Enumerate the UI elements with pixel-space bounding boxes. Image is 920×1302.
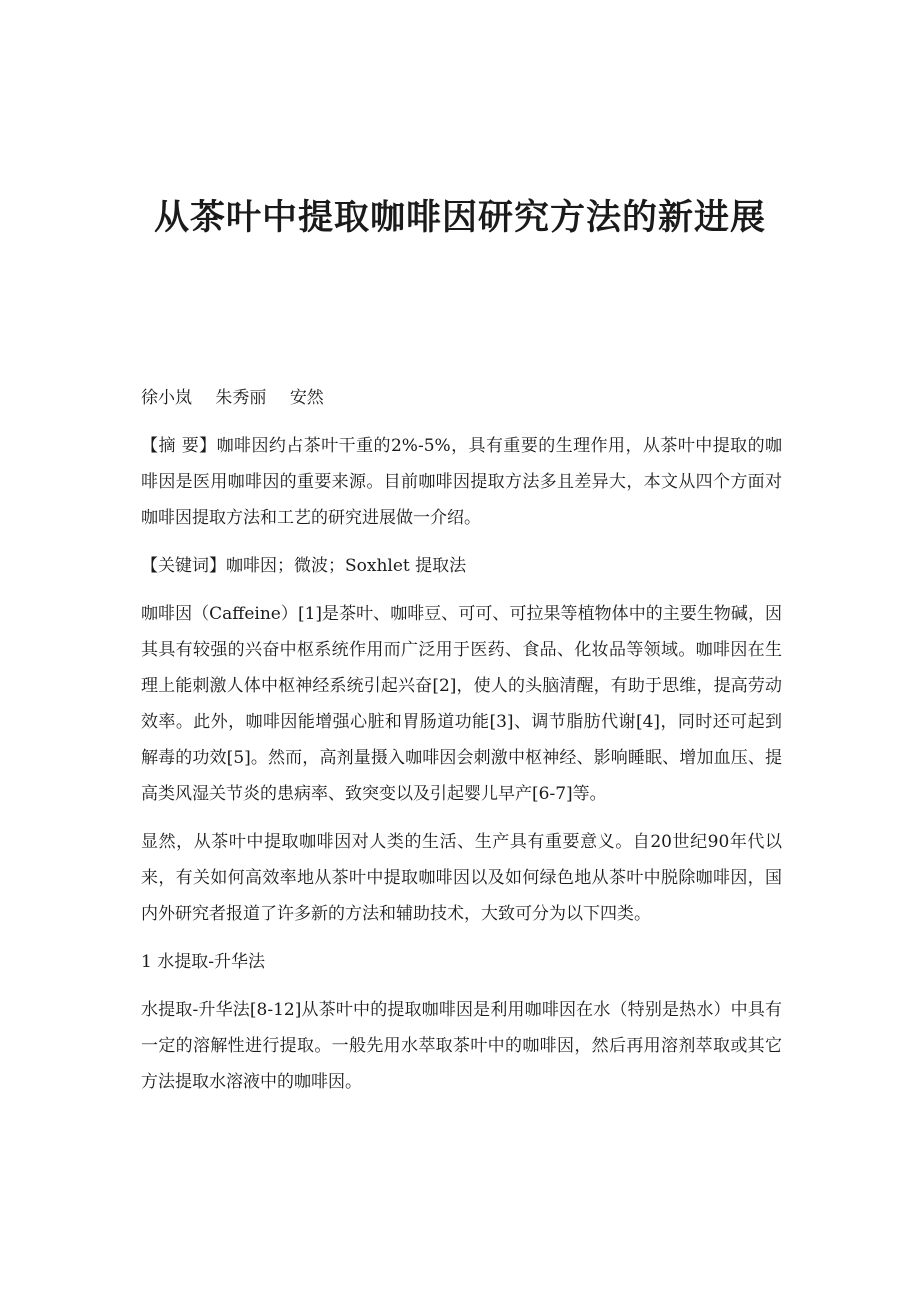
author-name: 安然 <box>289 388 324 408</box>
abstract-text: 咖啡因约占茶叶干重的2%-5%，具有重要的生理作用，从茶叶中提取的咖啡因是医用咖啡因的重要来源。目前咖啡因提取方法多且差异大，本文从四个方面对咖啡因提取方法和工艺的研究进展做一介绍。 <box>141 436 783 528</box>
keywords <box>141 548 782 584</box>
abstract-label: 【摘 要】 <box>141 436 217 456</box>
author-name: 徐小岚 <box>141 388 192 408</box>
abstract <box>141 428 782 536</box>
keywords-label: 【关键词】 <box>141 556 226 576</box>
author-list <box>141 380 782 416</box>
author-name: 朱秀丽 <box>215 388 267 408</box>
body-paragraph: 咖啡因（Caffeine）[1]是茶叶、咖啡豆、可可、可拉果等植物体中的主要生物碱，因其具有较强的兴奋中枢系统作用而广泛用于医药、食品、化妆品等领域。咖啡因在生理上能刺激人体中枢神经系统引起兴奋[2]，使人的头脑清醒，有助于思维，提高劳动效率。此外，咖啡因能增强心脏和胃肠道功能[3]、调节脂肪代谢[4]，同时还可起到解毒的功效[5]。然而，高剂量摄入咖啡因会刺激中枢神经、影响睡眠、增加血压、提高类风湿关节炎的患病率、致突变以及引起婴儿早产[6-7]等。 <box>141 604 782 804</box>
keywords-text: 咖啡因；微波；Soxhlet 提取法 <box>226 556 467 576</box>
section-heading: 1 水提取-升华法 <box>141 952 265 972</box>
paper-title: 从茶叶中提取咖啡因研究方法的新进展 <box>153 197 766 238</box>
section-paragraph: 水提取-升华法[8-12]从茶叶中的提取咖啡因是利用咖啡因在水（特别是热水）中具有一定的溶解性进行提取。一般先用水萃取茶叶中的咖啡因，然后再用溶剂萃取或其它方法提取水溶液中的咖啡因。 <box>141 1000 782 1092</box>
paper-body <box>141 380 782 1112</box>
body-paragraph: 显然，从茶叶中提取咖啡因对人类的生活、生产具有重要意义。自20世纪90年代以来，有关如何高效率地从茶叶中提取咖啡因以及如何绿色地从茶叶中脱除咖啡因，国内外研究者报道了许多新的方法和辅助技术，大致可分为以下四类。 <box>141 832 782 924</box>
